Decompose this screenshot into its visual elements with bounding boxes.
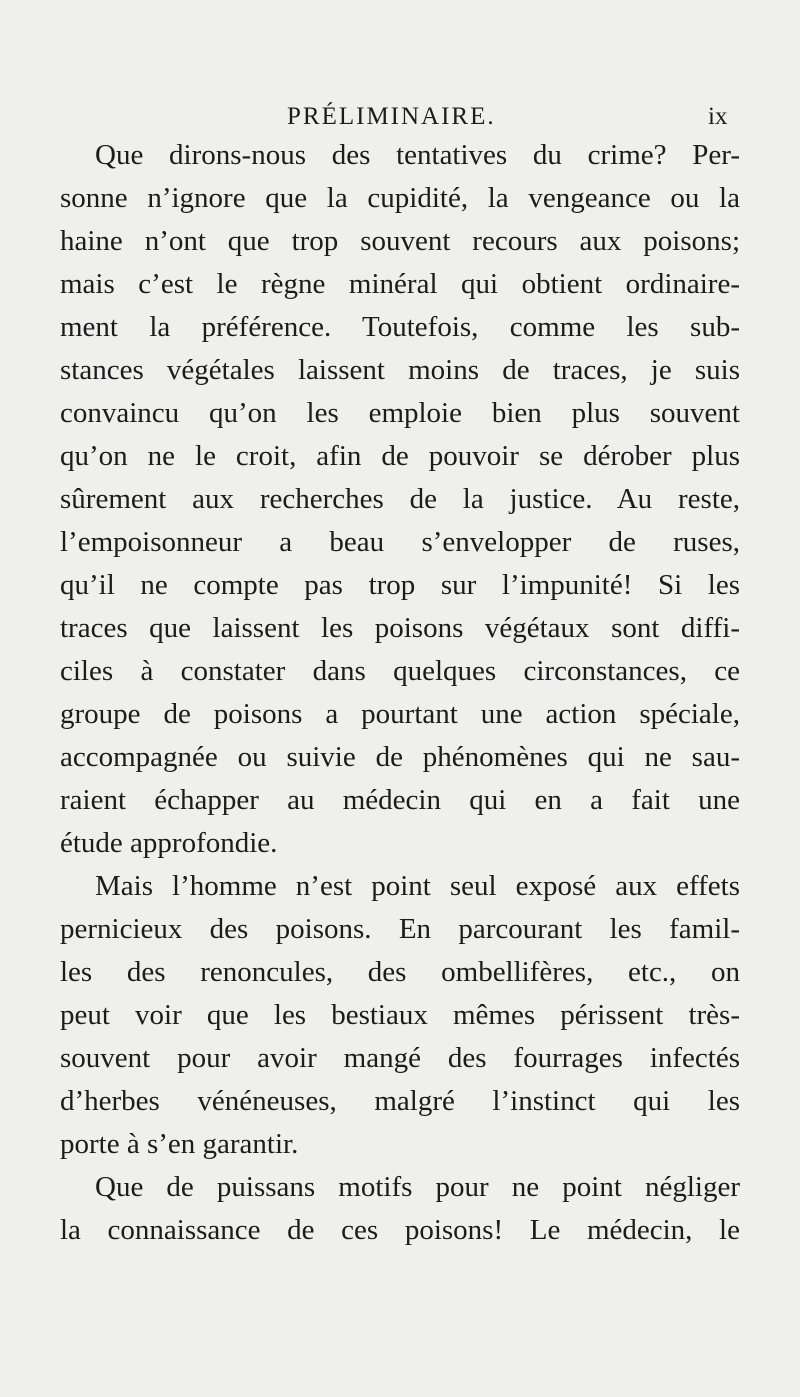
text-line: sonne n’ignore que la cupidité, la vengeance ou la — [60, 182, 740, 214]
text-line: haine n’ont que trop souvent recours aux poisons; — [60, 225, 740, 257]
text-line: pernicieux des poisons. En parcourant les famil- — [60, 913, 740, 945]
text-line: convaincu qu’on les emploie bien plus souvent — [60, 397, 740, 429]
text-line: souvent pour avoir mangé des fourrages infectés — [60, 1042, 740, 1074]
running-head — [0, 100, 800, 134]
text-line: les des renoncules, des ombellifères, etc., on — [60, 956, 740, 988]
text-line: mais c’est le règne minéral qui obtient ordinaire- — [60, 268, 740, 300]
text-line: raient échapper au médecin qui en a fait une — [60, 784, 740, 816]
text-line: qu’il ne compte pas trop sur l’impunité! Si les — [60, 569, 740, 601]
text-line: Que dirons-nous des tentatives du crime? Per- — [95, 139, 740, 171]
text-line: ciles à constater dans quelques circonstances, ce — [60, 655, 740, 687]
text-line: stances végétales laissent moins de traces, je suis — [60, 354, 740, 386]
text-line: qu’on ne le croit, afin de pouvoir se dérober plus — [60, 440, 740, 472]
page-number: ix — [708, 103, 728, 130]
text-line: groupe de poisons a pourtant une action spéciale, — [60, 698, 740, 730]
text-line: traces que laissent les poisons végétaux sont diffi- — [60, 612, 740, 644]
text-line: l’empoisonneur a beau s’envelopper de ruses, — [60, 526, 740, 558]
text-line: porte à s’en garantir. — [60, 1128, 299, 1160]
text-line: sûrement aux recherches de la justice. Au reste, — [60, 483, 740, 515]
text-line: accompagnée ou suivie de phénomènes qui ne sau- — [60, 741, 740, 773]
body-text — [60, 134, 740, 1252]
text-line: Mais l’homme n’est point seul exposé aux effets — [95, 870, 740, 902]
text-line: la connaissance de ces poisons! Le médecin, le — [60, 1214, 740, 1246]
text-line: étude approfondie. — [60, 827, 278, 859]
text-line: d’herbes vénéneuses, malgré l’instinct qui les — [60, 1085, 740, 1117]
text-line: peut voir que les bestiaux mêmes périssent très- — [60, 999, 740, 1031]
text-line: Que de puissans motifs pour ne point négliger — [95, 1171, 740, 1203]
text-line: ment la préférence. Toutefois, comme les sub- — [60, 311, 740, 343]
running-title: PRÉLIMINAIRE. — [287, 103, 496, 130]
